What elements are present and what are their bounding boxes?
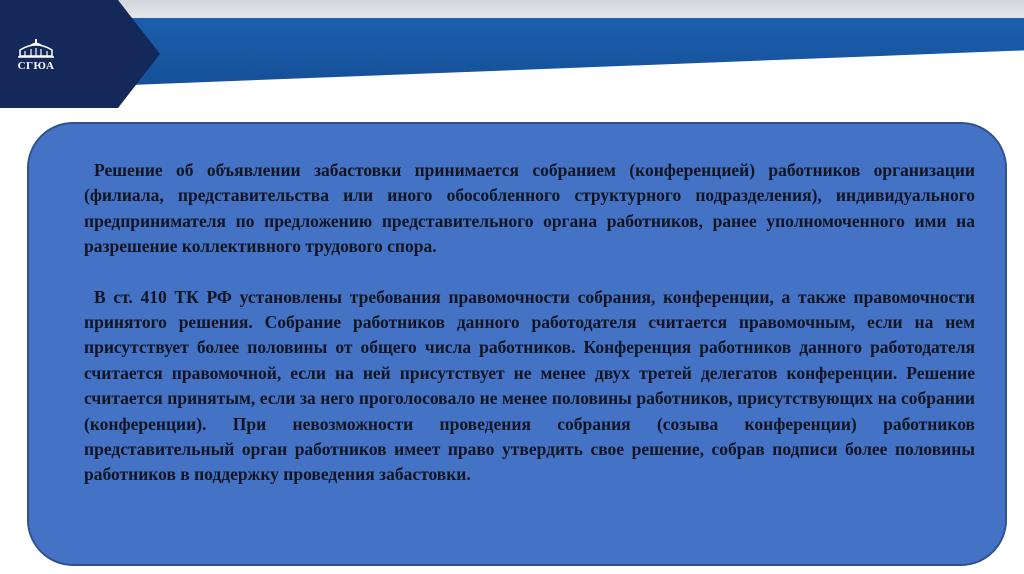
content-panel: [27, 122, 1007, 566]
university-building-icon: [16, 38, 56, 58]
paragraph-article-410: В ст. 410 ТК РФ установлены требования правомочности собрания, конференции, а также правомочности принятого решения. Собрание работников данного работодателя считается правомочным, если на нем присутствует более половины от общего числа работников. Конференция работников данного работодателя считается правомочной, если на ней присутствует не менее двух третей делегатов конференции. Решение считается принятым, если за него проголосовало не менее половины работников, присутствующих на собрании (конференции). При невозможности проведения собрания (созыва конференции) работников представительный орган работников имеет право утвердить свое решение, собрав подписи более половины работников в поддержку проведения забастовки.: [84, 286, 975, 485]
paragraph-strike-decision: Решение об объявлении забастовки принимается собранием (конференцией) работников организации (филиала, представительства или иного обособленного структурного подразделения), индивидуального предпринимателя по предложению представительного органа работников, ранее уполномоченного ими на разрешение коллективного трудового спора.: [84, 160, 975, 257]
logo-text: СГЮА: [17, 60, 55, 72]
logo: [12, 38, 60, 72]
